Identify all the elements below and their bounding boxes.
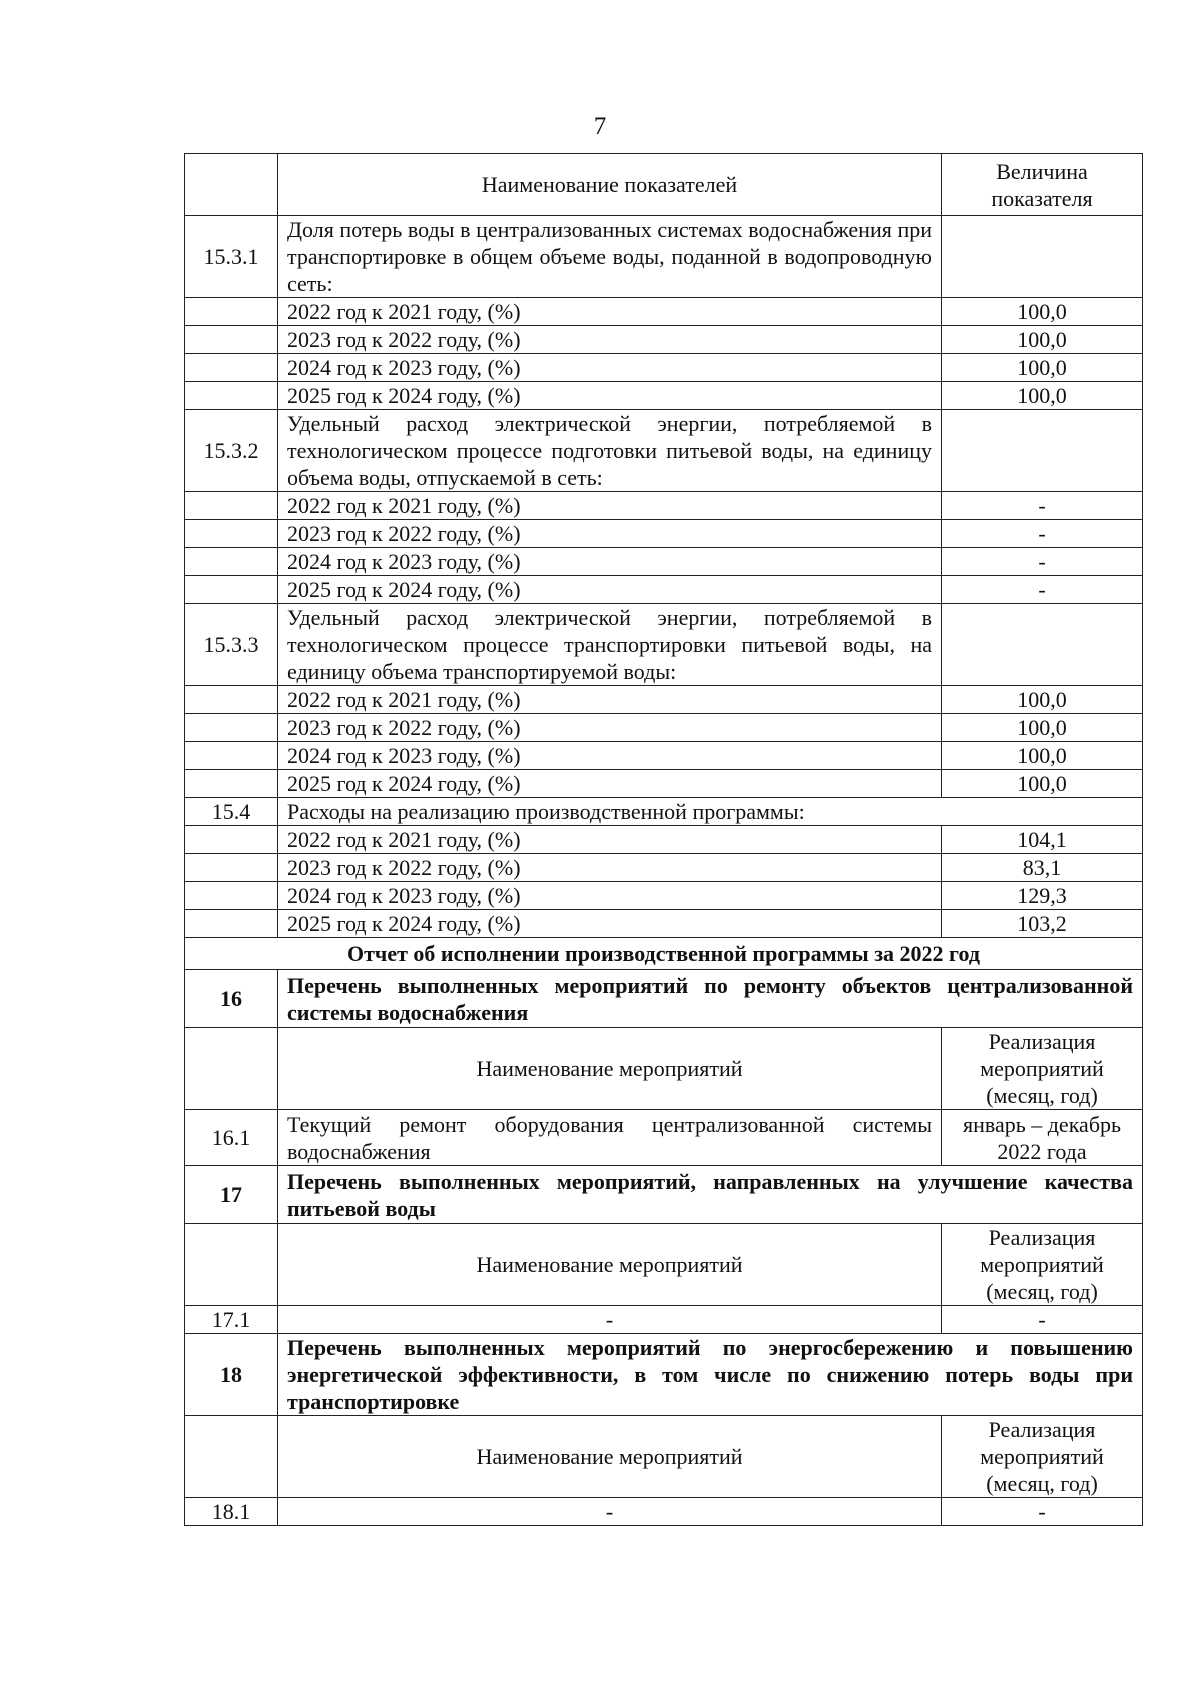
year-row-number (185, 826, 278, 854)
year-row-label: 2025 год к 2024 году, (%) (278, 910, 942, 938)
indicator-year-row (185, 910, 1143, 938)
year-row-value: 100,0 (942, 382, 1143, 410)
section-number: 17 (185, 1166, 278, 1224)
year-row-label: 2024 год к 2023 году, (%) (278, 882, 942, 910)
indicator-title: Удельный расход электрической энергии, потребляемой в технологическом процессе подготовки питьевой воды, на единицу объема воды, отпускаемой в сеть: (278, 410, 942, 492)
section-title-row (185, 1334, 1143, 1416)
year-row-value: 100,0 (942, 354, 1143, 382)
year-row-value: - (942, 548, 1143, 576)
indicator-number: 15.3.2 (185, 410, 278, 492)
indicator-year-row (185, 576, 1143, 604)
indicator-year-row (185, 326, 1143, 354)
indicator-title: Доля потерь воды в централизованных системах водоснабжения при транспортировке в общем объеме воды, поданной в водопроводную сеть: (278, 216, 942, 298)
indicator-title-row (185, 604, 1143, 686)
year-row-number (185, 520, 278, 548)
year-row-number (185, 298, 278, 326)
year-row-label: 2023 год к 2022 году, (%) (278, 326, 942, 354)
section-header-value: Реализация мероприятий (месяц, год) (942, 1224, 1143, 1306)
section-item-row (185, 1306, 1143, 1334)
indicator-number: 15.3.1 (185, 216, 278, 298)
year-row-value: 100,0 (942, 742, 1143, 770)
indicator-title-row (185, 216, 1143, 298)
section-header-row (185, 1416, 1143, 1498)
indicator-year-row (185, 382, 1143, 410)
indicator-year-row (185, 826, 1143, 854)
indicator-year-row (185, 686, 1143, 714)
year-row-label: 2022 год к 2021 году, (%) (278, 492, 942, 520)
section-title-row (185, 1166, 1143, 1224)
indicator-title-value (942, 216, 1143, 298)
section-item-row (185, 1110, 1143, 1166)
year-row-label: 2022 год к 2021 году, (%) (278, 826, 942, 854)
header-value-cell: Величина показателя (942, 154, 1143, 216)
year-row-value: 129,3 (942, 882, 1143, 910)
year-row-value: 100,0 (942, 686, 1143, 714)
year-row-number (185, 576, 278, 604)
report-title-row (185, 938, 1143, 970)
year-row-value: 83,1 (942, 854, 1143, 882)
year-row-label: 2022 год к 2021 году, (%) (278, 298, 942, 326)
table-body (185, 154, 1143, 1526)
indicator-year-row (185, 854, 1143, 882)
indicator-number: 15.4 (185, 798, 278, 826)
section-number: 18 (185, 1334, 278, 1416)
indicator-year-row (185, 492, 1143, 520)
year-row-value: 100,0 (942, 326, 1143, 354)
section-item-name: Текущий ремонт оборудования централизованной системы водоснабжения (278, 1110, 942, 1166)
year-row-number (185, 770, 278, 798)
indicator-year-row (185, 354, 1143, 382)
page-number: 7 (593, 113, 607, 140)
year-row-number (185, 354, 278, 382)
indicator-title: Удельный расход электрической энергии, потребляемой в технологическом процессе транспортировки питьевой воды, на единицу объема транспортируемой воды: (278, 604, 942, 686)
indicator-title-value (942, 604, 1143, 686)
section-header-value: Реализация мероприятий (месяц, год) (942, 1416, 1143, 1498)
section-title: Перечень выполненных мероприятий, направленных на улучшение качества питьевой воды (278, 1166, 1143, 1224)
year-row-value: 100,0 (942, 714, 1143, 742)
section-item-name: - (278, 1306, 942, 1334)
year-row-label: 2023 год к 2022 году, (%) (278, 854, 942, 882)
section-title: Перечень выполненных мероприятий по ремонту объектов централизованной системы водоснабжения (278, 970, 1143, 1028)
year-row-number (185, 326, 278, 354)
indicator-year-row (185, 770, 1143, 798)
section-header-name: Наименование мероприятий (278, 1028, 942, 1110)
year-row-value: 103,2 (942, 910, 1143, 938)
year-row-value: 104,1 (942, 826, 1143, 854)
section-item-number: 17.1 (185, 1306, 278, 1334)
section-header-row (185, 1028, 1143, 1110)
section-item-value: - (942, 1306, 1143, 1334)
year-row-value: - (942, 520, 1143, 548)
year-row-label: 2024 год к 2023 году, (%) (278, 354, 942, 382)
indicator-year-row (185, 714, 1143, 742)
year-row-number (185, 742, 278, 770)
section-header-number (185, 1224, 278, 1306)
section-item-value: январь – декабрь 2022 года (942, 1110, 1143, 1166)
year-row-label: 2025 год к 2024 году, (%) (278, 770, 942, 798)
year-row-number (185, 686, 278, 714)
section-title: Перечень выполненных мероприятий по энергосбережению и повышению энергетической эффективности, в том числе по снижению потерь воды при транспортировке (278, 1334, 1143, 1416)
year-row-number (185, 910, 278, 938)
indicator-title-row (185, 410, 1143, 492)
year-row-number (185, 882, 278, 910)
year-row-number (185, 714, 278, 742)
year-row-label: 2024 год к 2023 году, (%) (278, 742, 942, 770)
section-header-value: Реализация мероприятий (месяц, год) (942, 1028, 1143, 1110)
year-row-number (185, 382, 278, 410)
year-row-label: 2025 год к 2024 году, (%) (278, 576, 942, 604)
section-item-value: - (942, 1498, 1143, 1526)
report-title: Отчет об исполнении производственной программы за 2022 год (185, 938, 1143, 970)
year-row-number (185, 548, 278, 576)
indicator-title: Расходы на реализацию производственной программы: (278, 798, 1143, 826)
year-row-number (185, 854, 278, 882)
year-row-number (185, 492, 278, 520)
section-title-row (185, 970, 1143, 1028)
indicator-title-row (185, 798, 1143, 826)
indicators-table (184, 153, 1143, 1526)
indicator-year-row (185, 520, 1143, 548)
indicator-year-row (185, 548, 1143, 576)
year-row-value: - (942, 492, 1143, 520)
header-name-cell: Наименование показателей (278, 154, 942, 216)
section-header-name: Наименование мероприятий (278, 1224, 942, 1306)
indicator-year-row (185, 882, 1143, 910)
section-item-number: 16.1 (185, 1110, 278, 1166)
section-header-number (185, 1028, 278, 1110)
year-row-label: 2023 год к 2022 году, (%) (278, 714, 942, 742)
section-header-row (185, 1224, 1143, 1306)
section-item-name: - (278, 1498, 942, 1526)
section-number: 16 (185, 970, 278, 1028)
year-row-label: 2024 год к 2023 году, (%) (278, 548, 942, 576)
year-row-label: 2025 год к 2024 году, (%) (278, 382, 942, 410)
section-item-row (185, 1498, 1143, 1526)
year-row-value: 100,0 (942, 298, 1143, 326)
section-header-name: Наименование мероприятий (278, 1416, 942, 1498)
indicator-year-row (185, 298, 1143, 326)
indicator-title-value (942, 410, 1143, 492)
year-row-value: - (942, 576, 1143, 604)
year-row-label: 2023 год к 2022 году, (%) (278, 520, 942, 548)
table-header-row (185, 154, 1143, 216)
year-row-label: 2022 год к 2021 году, (%) (278, 686, 942, 714)
indicator-year-row (185, 742, 1143, 770)
header-number-cell (185, 154, 278, 216)
section-header-number (185, 1416, 278, 1498)
year-row-value: 100,0 (942, 770, 1143, 798)
indicator-number: 15.3.3 (185, 604, 278, 686)
section-item-number: 18.1 (185, 1498, 278, 1526)
